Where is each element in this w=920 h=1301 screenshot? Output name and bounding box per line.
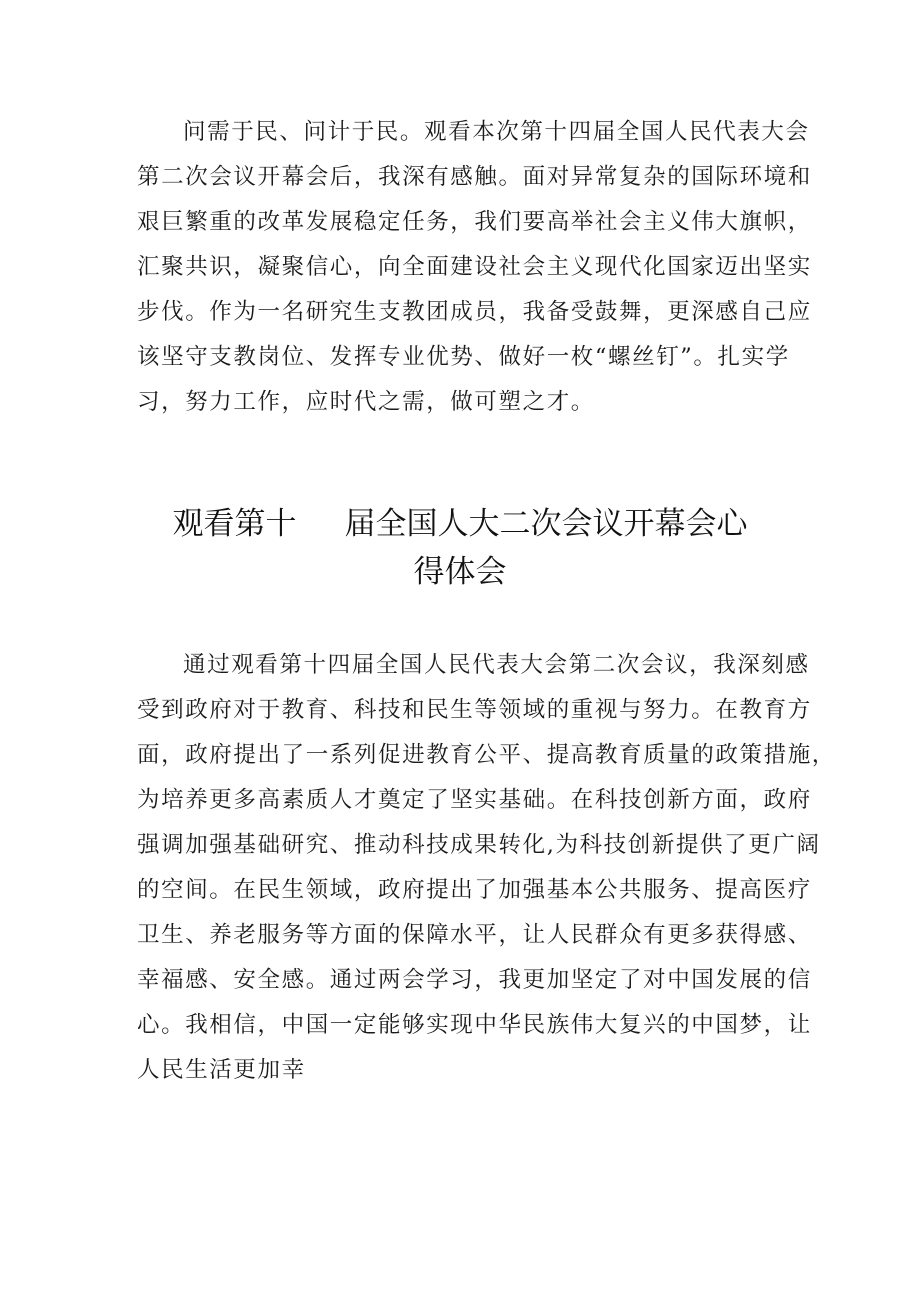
heading-text-part-1: 观看第十 bbox=[172, 506, 297, 542]
paragraph-line: 该坚守支教岗位、发挥专业优势、做好一枚“螺丝钉”。扎实学 bbox=[137, 344, 790, 370]
paragraph-line: 强调加强基础研究、推动科技成果转化,为科技创新提供了更广阔 bbox=[137, 832, 821, 858]
paragraph-line: 幸福感、安全感。通过两会学习，我更加坚定了对中国发展的信 bbox=[137, 967, 812, 993]
paragraph-line: 的空间。在民生领域，政府提出了加强基本公共服务、提高医疗 bbox=[137, 877, 812, 903]
heading-line-1 bbox=[0, 500, 920, 548]
paragraph-line: 汇聚共识，凝聚信心，向全面建设社会主义现代化国家迈出坚实 bbox=[137, 254, 812, 280]
section-heading bbox=[0, 500, 920, 596]
paragraph-line: 问需于民、问计于民。观看本次第十四届全国人民代表大会 bbox=[183, 119, 810, 145]
paragraph-line: 为培养更多高素质人才奠定了坚实基础。在科技创新方面，政府 bbox=[137, 787, 812, 813]
paragraph-line: 面，政府提出了一系列促进教育公平、提高教育质量的政策措施， bbox=[137, 742, 836, 768]
paragraph-line: 习，努力工作，应时代之需，做可塑之才。 bbox=[137, 389, 595, 415]
paragraph-line: 人民生活更加幸 bbox=[137, 1057, 306, 1083]
paragraph-line: 步伐。作为一名研究生支教团成员，我备受鼓舞，更深感自己应 bbox=[137, 299, 812, 325]
paragraph-line: 第二次会议开幕会后，我深有感触。面对异常复杂的国际环境和 bbox=[137, 164, 812, 190]
paragraph-1 bbox=[137, 110, 812, 425]
paragraph-line: 受到政府对于教育、科技和民生等领域的重视与努力。在教育方 bbox=[137, 697, 812, 723]
heading-text-part-2: 届全国人大二次会议开幕会心 bbox=[344, 506, 748, 542]
paragraph-line: 通过观看第十四届全国人民代表大会第二次会议，我深刻感 bbox=[183, 652, 810, 678]
paragraph-line: 卫生、养老服务等方面的保障水平，让人民群众有更多获得感、 bbox=[137, 922, 812, 948]
paragraph-line: 艰巨繁重的改革发展稳定任务，我们要高举社会主义伟大旗帜， bbox=[137, 209, 812, 235]
paragraph-2 bbox=[137, 643, 836, 1093]
heading-line-2: 得体会 bbox=[413, 554, 507, 590]
paragraph-line: 心。我相信，中国一定能够实现中华民族伟大复兴的中国梦，让 bbox=[137, 1012, 812, 1038]
